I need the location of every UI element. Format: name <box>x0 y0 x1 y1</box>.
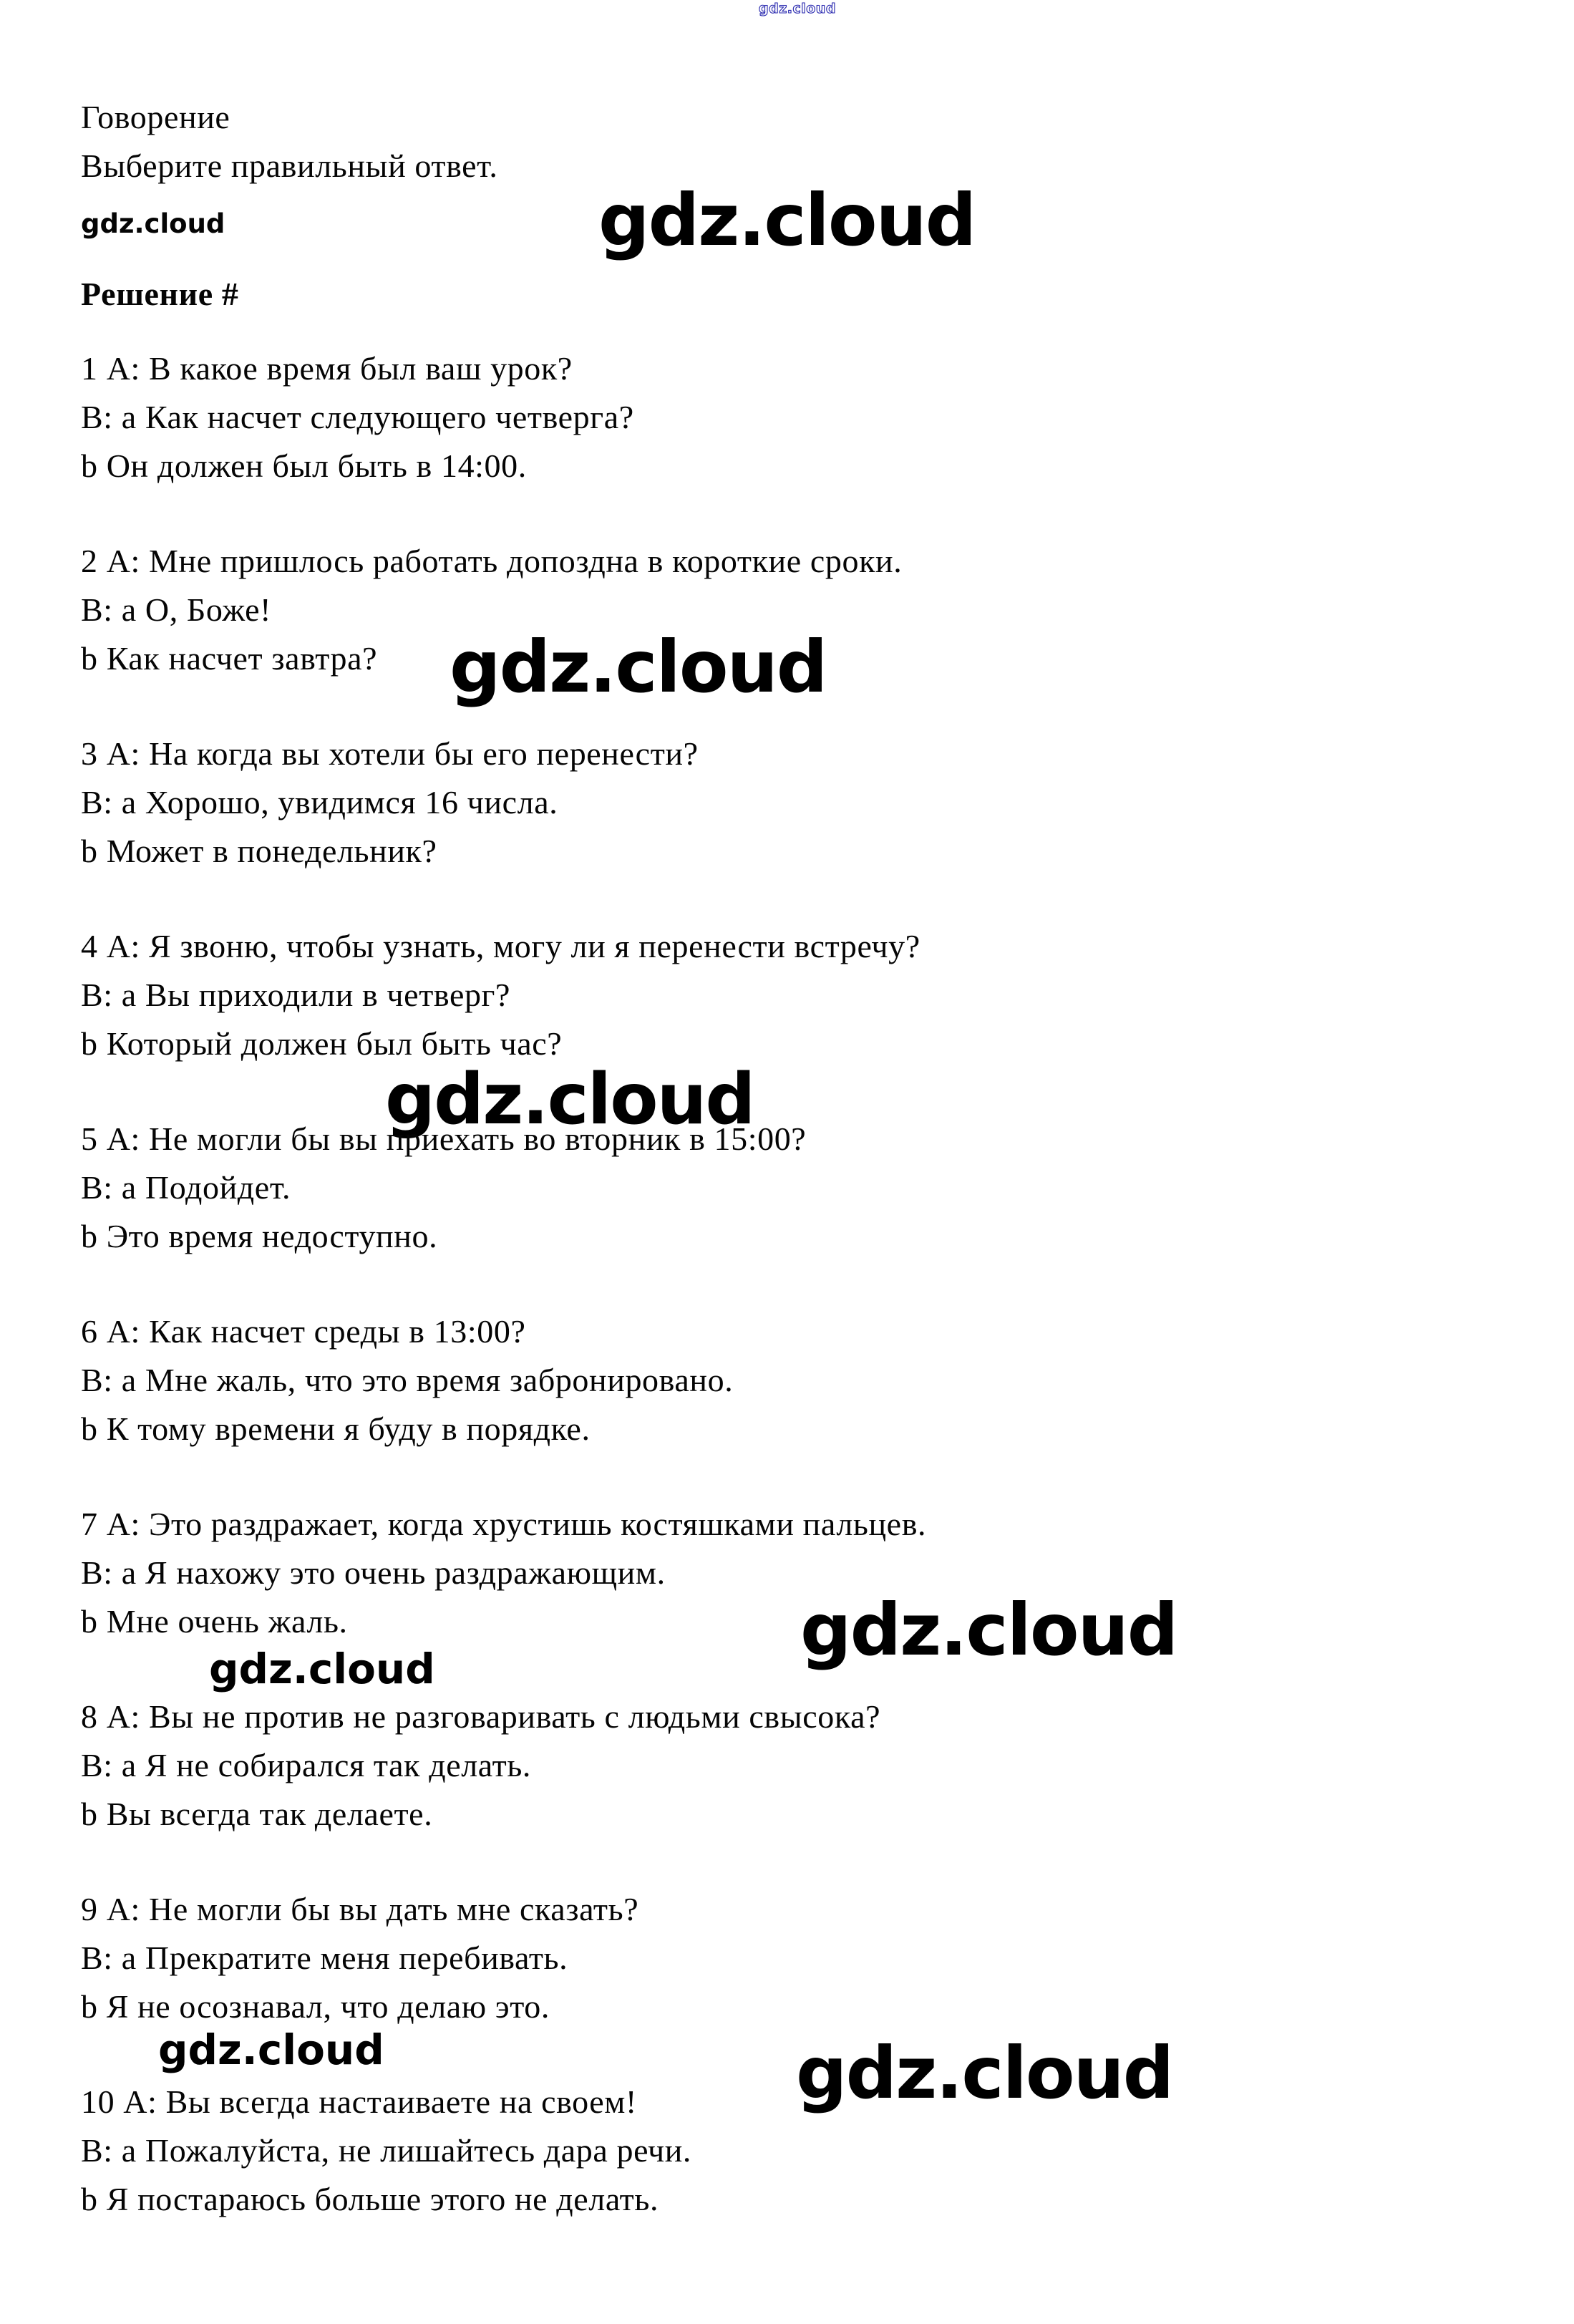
item-6-option-b: b К тому времени я буду в порядке. <box>81 1410 591 1447</box>
item-7-option-a: В: а Я нахожу это очень раздражающим. <box>81 1554 666 1591</box>
item-3-option-a: В: а Хорошо, увидимся 16 числа. <box>81 784 558 820</box>
solution-heading: Решение # <box>81 276 239 312</box>
item-5-question: 5 А: Не могли бы вы приехать во вторник в 15:00? <box>81 1120 807 1157</box>
item-2 <box>81 537 1312 683</box>
watermark-medium-2: gdz.cloud <box>158 2025 384 2074</box>
item-2-option-b: b Как насчет завтра? <box>81 640 378 677</box>
item-2-option-a: В: а О, Боже! <box>81 591 272 628</box>
item-5-option-b: b Это время недоступно. <box>81 1218 438 1254</box>
item-6-option-a: В: а Мне жаль, что это время забронировано. <box>81 1362 734 1398</box>
brand-text: gdz.cloud <box>81 208 225 239</box>
item-9-option-a: В: а Прекратите меня перебивать. <box>81 1940 568 1976</box>
item-4-question: 4 А: Я звоню, чтобы узнать, могу ли я перенести встречу? <box>81 928 920 964</box>
item-7 <box>81 1500 1312 1646</box>
item-4 <box>81 922 1312 1068</box>
item-1-option-a: В: а Как насчет следующего четверга? <box>81 399 634 435</box>
item-7-option-b: b Мне очень жаль. <box>81 1603 348 1640</box>
item-10-option-b: b Я постараюсь больше этого не делать. <box>81 2181 659 2217</box>
item-1-option-b: b Он должен был быть в 14:00. <box>81 447 527 484</box>
item-3 <box>81 730 1312 876</box>
watermark-large-4: gdz.cloud <box>800 1588 1177 1672</box>
item-9 <box>81 1885 1312 2031</box>
item-6-question: 6 А: Как насчет среды в 13:00? <box>81 1313 526 1350</box>
item-1-question: 1 А: В какое время был ваш урок? <box>81 350 573 387</box>
item-8-option-a: В: а Я не собирался так делать. <box>81 1747 531 1783</box>
page-title: Говорение <box>81 99 230 135</box>
watermark-large-2: gdz.cloud <box>450 625 827 709</box>
document-content <box>81 93 1312 2270</box>
item-9-question: 9 А: Не могли бы вы дать мне сказать? <box>81 1891 639 1927</box>
watermark-large-3: gdz.cloud <box>385 1059 754 1141</box>
item-3-option-b: b Может в понедельник? <box>81 833 437 869</box>
item-3-question: 3 А: На когда вы хотели бы его перенести? <box>81 735 699 772</box>
item-5 <box>81 1115 1312 1261</box>
item-10 <box>81 2078 1312 2224</box>
item-8 <box>81 1693 1312 1839</box>
item-6 <box>81 1307 1312 1453</box>
item-2-question: 2 А: Мне пришлось работать допоздна в короткие сроки. <box>81 543 903 579</box>
item-4-option-b: b Который должен был быть час? <box>81 1025 563 1062</box>
item-9-option-b: b Я не осознавал, что делаю это. <box>81 1988 550 2025</box>
item-1 <box>81 344 1312 490</box>
items-list <box>81 344 1312 2224</box>
page-subtitle: Выберите правильный ответ. <box>81 147 498 184</box>
item-8-question: 8 А: Вы не против не разговаривать с людьми свысока? <box>81 1698 881 1735</box>
item-10-question: 10 А: Вы всегда настаиваете на своем! <box>81 2083 637 2120</box>
item-7-question: 7 А: Это раздражает, когда хрустишь костяшками пальцев. <box>81 1506 927 1542</box>
item-8-option-b: b Вы всегда так делаете. <box>81 1796 433 1832</box>
watermark-medium-1: gdz.cloud <box>209 1645 435 1693</box>
item-4-option-a: В: а Вы приходили в четверг? <box>81 977 511 1013</box>
item-10-option-a: В: а Пожалуйста, не лишайтесь дара речи. <box>81 2132 692 2169</box>
watermark-large-1: gdz.cloud <box>598 178 976 262</box>
watermark-large-5: gdz.cloud <box>796 2031 1173 2115</box>
item-5-option-a: В: а Подойдет. <box>81 1169 291 1206</box>
watermark-top-blue: gdz.cloud <box>759 1 836 16</box>
